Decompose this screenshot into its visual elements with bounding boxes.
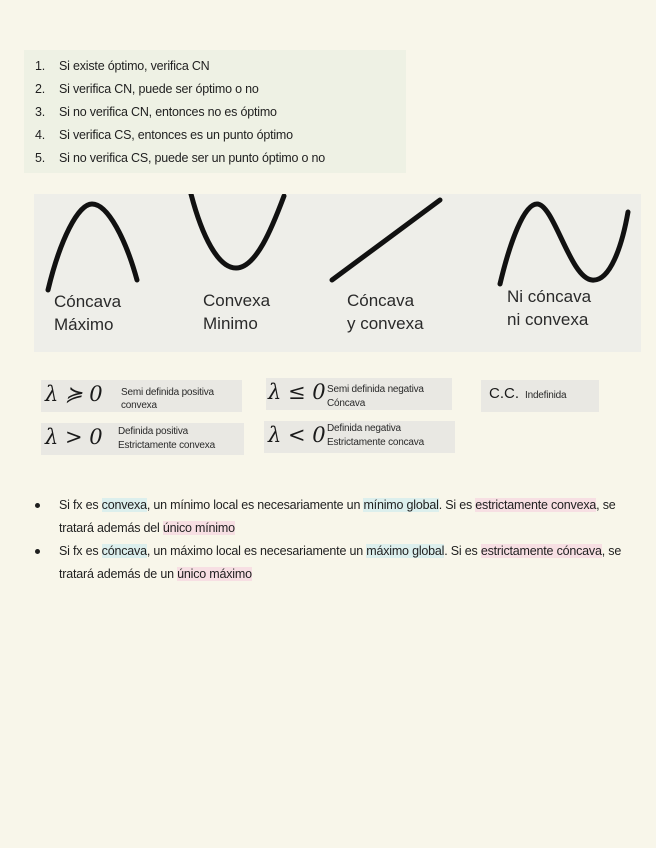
rule-text: Si no verifica CS, puede ser un punto óptimo o no	[59, 151, 326, 165]
lambda-symbol: λ ≽ 0	[45, 382, 103, 406]
lambda-symbol: λ > 0	[45, 425, 103, 449]
lambda-symbol: λ < 0	[268, 423, 326, 447]
lambda-symbol: λ ≤ 0	[268, 380, 326, 404]
note-item-convex: Si fx es convexa, un mínimo local es necesariamente un mínimo global. Si es estrictamente convexa, se tratará además del único mínimo	[30, 494, 630, 540]
rule-text: Si verifica CS, entonces es un punto óptimo	[59, 128, 293, 142]
rule-item	[24, 150, 406, 173]
lambda-desc-line1: Definida positiva	[118, 426, 188, 437]
rule-number: 1.	[35, 59, 46, 73]
convex-curve-sketch	[191, 194, 284, 268]
lambda-desc-line2: Estrictamente concava	[327, 437, 424, 448]
rule-number: 2.	[35, 82, 46, 96]
curve-sketches-panel	[34, 194, 641, 352]
optimality-rules-list	[24, 50, 406, 173]
rule-item	[24, 104, 406, 127]
lambda-positive	[41, 423, 244, 455]
highlight-maximo-global: máximo global	[366, 544, 445, 558]
optimality-rules-box	[24, 50, 406, 173]
highlight-estrictamente-convexa: estrictamente convexa	[475, 498, 597, 512]
neither-curve-sketch	[500, 204, 628, 284]
highlight-unico-minimo: único mínimo	[162, 521, 235, 535]
rule-item	[24, 81, 406, 104]
rule-text: Si existe óptimo, verifica CN	[59, 59, 210, 73]
rule-text: Si verifica CN, puede ser óptimo o no	[59, 82, 259, 96]
rule-item	[24, 58, 406, 81]
highlight-concava: cóncava	[101, 544, 147, 558]
rule-number: 4.	[35, 128, 46, 142]
curve-label-linear: Cóncava y convexa	[347, 291, 424, 333]
bullet-dot-icon	[35, 549, 40, 554]
lambda-semi-negative	[266, 378, 452, 410]
lambda-indefinite	[481, 380, 599, 412]
note-item-concave: Si fx es cóncava, un máximo local es necesariamente un máximo global. Si es estrictamente cóncava, se tratará además de un único máximo	[30, 540, 630, 586]
lambda-desc-line1: Semi definida positiva	[121, 387, 214, 398]
lambda-desc-line2: Cóncava	[327, 398, 366, 409]
lambda-desc-line1: Semi definida negativa	[327, 384, 424, 395]
rule-text: Si no verifica CN, entonces no es óptimo	[59, 105, 277, 119]
lambda-desc-line1: Definida negativa	[327, 423, 401, 434]
lambda-desc-line2: Estrictamente convexa	[118, 440, 215, 451]
curve-label-concave: Cóncava Máximo	[54, 292, 122, 334]
lambda-desc-line2: convexa	[121, 400, 157, 411]
lambda-desc-line1: Indefinida	[525, 390, 567, 401]
lambda-semi-positive	[41, 380, 242, 412]
highlight-minimo-global: mínimo global	[363, 498, 439, 512]
highlight-unico-maximo: único máximo	[177, 567, 252, 581]
rule-number: 3.	[35, 105, 46, 119]
cc-symbol: C.C.	[489, 385, 519, 402]
curve-label-convex: Convexa Minimo	[203, 291, 271, 333]
curve-label-neither: Ni cóncava ni convexa	[507, 287, 592, 329]
bullet-dot-icon	[35, 503, 40, 508]
rule-item	[24, 127, 406, 150]
linear-sketch	[332, 200, 440, 280]
concave-curve-sketch	[48, 204, 137, 290]
convexity-notes-list	[30, 494, 630, 586]
highlight-convexa: convexa	[101, 498, 147, 512]
highlight-estrictamente-concava: estrictamente cóncava	[480, 544, 602, 558]
rule-number: 5.	[35, 151, 46, 165]
lambda-negative	[264, 421, 455, 453]
